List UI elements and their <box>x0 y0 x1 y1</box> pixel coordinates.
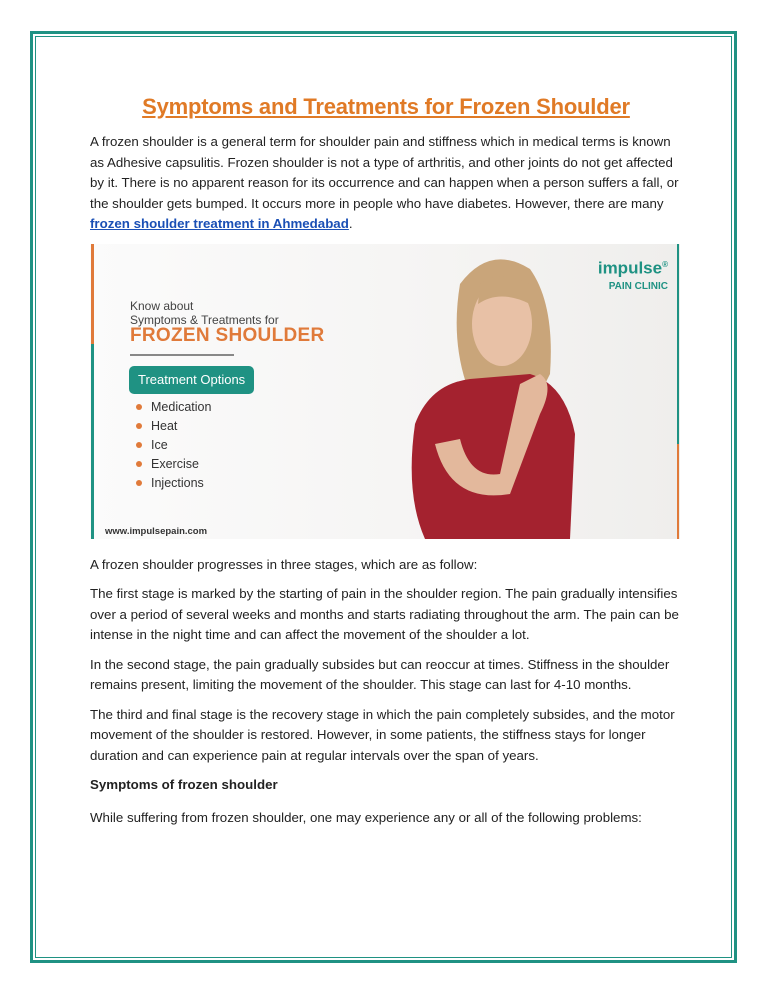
banner-image <box>90 244 680 539</box>
section-heading: Symptoms of frozen shoulder <box>90 777 278 792</box>
document-body <box>90 92 682 837</box>
page-title: Symptoms and Treatments for Frozen Shoulder <box>142 94 630 119</box>
treatment-link[interactable]: frozen shoulder treatment in Ahmedabad <box>90 216 349 231</box>
divider <box>130 354 234 356</box>
paragraph: In the second stage, the pain gradually subsides but can reoccur at times. Stiffness in the shoulder remains present, limiting the movement of the shoulder. This stage can last for 4-10 months. <box>90 656 670 692</box>
banner-heading: FROZEN SHOULDER <box>130 324 325 346</box>
list-item: Injections <box>136 473 211 492</box>
clinic-logo: impulse® PAIN CLINIC <box>597 258 668 293</box>
paragraph: While suffering from frozen shoulder, one may experience any or all of the following problems: <box>90 809 642 825</box>
paragraph: The third and final stage is the recovery stage in which the pain completely subsides, and the motor movement of the shoulder is restored. However, in some patients, the stiffness stays for longer duration and can experience pain at regular intervals over the span of years. <box>90 706 675 763</box>
list-item: Ice <box>136 435 211 454</box>
paragraph: A frozen shoulder progresses in three stages, which are as follow: <box>90 556 478 572</box>
list-item: Heat <box>136 416 211 435</box>
list-item: Exercise <box>136 454 211 473</box>
accent-bar <box>91 344 94 539</box>
intro-paragraph: A frozen shoulder is a general term for shoulder pain and stiffness which in medical terms is known as Adhesive capsulitis. Frozen shoulder is not a type of arthritis, and other joints do not get affected by it. There is no apparent reason for its occurrence and can happen when a person suffers a fall, or the shoulder gets bumped. It occurs more in people who have diabetes. However, there are many frozen shoulder treatment in Ahmedabad. <box>90 134 679 231</box>
accent-bar <box>677 444 679 539</box>
accent-bar <box>677 244 679 444</box>
banner-intro: Know about Symptoms & Treatments for <box>130 298 279 327</box>
paragraph: The first stage is marked by the starting of pain in the shoulder region. The pain gradually intensifies over a period of several weeks and months and starts radiating throughout the arm. The pain can be intense in the night time and can affect the movement of the shoulder a lot. <box>90 586 679 642</box>
treatment-options-badge: Treatment Options <box>129 366 254 395</box>
accent-bar <box>91 244 94 344</box>
banner-url: www.impulsepain.com <box>105 525 208 537</box>
list-item: Medication <box>136 397 211 416</box>
woman-photo <box>390 244 590 539</box>
treatment-list <box>136 397 211 492</box>
